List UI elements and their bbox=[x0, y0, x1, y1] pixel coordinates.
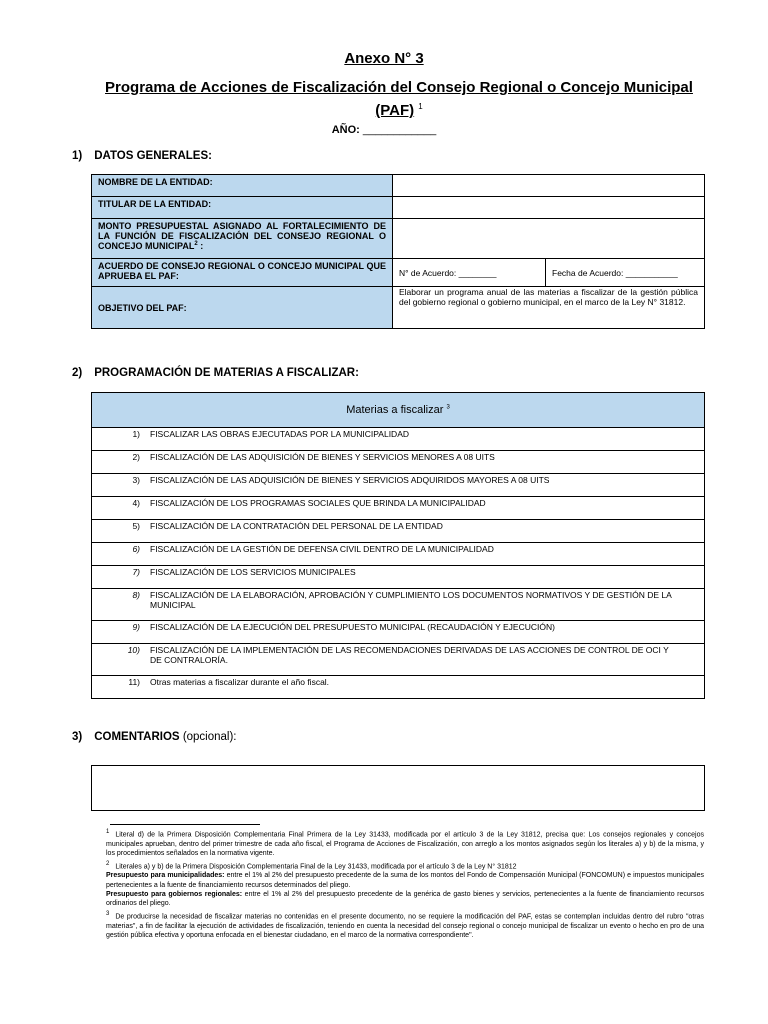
footnote-2-municipal-label: Presupuesto para municipalidades: bbox=[106, 872, 225, 880]
subject-text: FISCALIZAR LAS OBRAS EJECUTADAS POR LA MUNICIPALIDAD bbox=[150, 429, 409, 439]
footnote-2-municipal bbox=[106, 871, 704, 889]
subject-text: Otras materias a fiscalizar durante el año fiscal. bbox=[150, 677, 330, 687]
footnote-2-regional-label: Presupuesto para gobiernos regionales: bbox=[106, 890, 243, 898]
agreement-date-field[interactable]: Fecha de Acuerdo: ___________ bbox=[546, 259, 705, 287]
subject-text: FISCALIZACIÓN DE LA EJECUCIÓN DEL PRESUPUESTO MUNICIPAL (RECAUDACIÓN Y EJECUCIÓN) bbox=[150, 622, 555, 632]
table-row bbox=[92, 566, 705, 589]
subject-number: 8) bbox=[132, 590, 140, 600]
table-row bbox=[92, 644, 705, 676]
footnote-3-marker: 3 bbox=[106, 911, 110, 918]
table-row bbox=[92, 175, 705, 197]
entity-head-value[interactable] bbox=[393, 197, 705, 219]
subject-cell bbox=[92, 451, 705, 474]
footnote-divider bbox=[110, 824, 260, 825]
subject-text: FISCALIZACIÓN DE LAS ADQUISICIÓN DE BIENES Y SERVICIOS ADQUIRIDOS MAYORES A 08 UITS bbox=[150, 475, 550, 485]
subjects-table-header bbox=[92, 393, 705, 428]
footnote-3-text: De producirse la necesidad de fiscalizar materias no contenidas en el presente documento, no se requiere la modificación del PAF, estas se contemplan incluidas dentro del rubro "otras materias", a fin de facilitar la ejecución de actividades de fiscalización, teniendo en cuenta la necesidad del consejo regional o concejo municipal de fiscalizar un evento o hecho en pro de una gestión pública efectiva y oportuna enfocada en el bienestar ciudadano, en el marco de la normativa correspondiente". bbox=[106, 913, 704, 940]
section1-title: DATOS GENERALES: bbox=[94, 150, 212, 162]
subject-number: 11) bbox=[128, 677, 140, 687]
table-row bbox=[92, 621, 705, 644]
table-row bbox=[92, 197, 705, 219]
comments-box[interactable] bbox=[91, 765, 705, 811]
footnotes bbox=[106, 828, 704, 942]
budget-value[interactable] bbox=[393, 219, 705, 259]
section2-title: PROGRAMACIÓN DE MATERIAS A FISCALIZAR: bbox=[94, 367, 359, 379]
subject-cell bbox=[92, 497, 705, 520]
section1-number: 1) bbox=[72, 150, 83, 162]
subject-cell bbox=[92, 474, 705, 497]
table-row bbox=[92, 676, 705, 699]
section3-optional: (opcional): bbox=[182, 731, 237, 743]
subject-text: FISCALIZACIÓN DE LOS SERVICIOS MUNICIPALES bbox=[150, 567, 356, 577]
footnote-1 bbox=[106, 828, 704, 858]
agreement-label: ACUERDO DE CONSEJO REGIONAL O CONCEJO MUNICIPAL QUE APRUEBA EL PAF: bbox=[92, 259, 393, 287]
footnote-ref-1: 1 bbox=[418, 102, 423, 111]
footnote-3 bbox=[106, 910, 704, 940]
section2-number: 2) bbox=[72, 367, 83, 379]
subject-number: 3) bbox=[132, 475, 140, 485]
objective-value: Elaborar un programa anual de las materias a fiscalizar de la gestión pública del gobierno regional o gobierno municipal, en el marco de la Ley N° 31812. bbox=[393, 287, 705, 329]
footnote-2-municipal-text: entre el 1% al 2% del presupuesto precedente de la suma de los montos del Fondo de Compensación Municipal (FONCOMUN) e impuestos municipales pertenecientes a la fuente de financiamiento recursos determinados del pliego. bbox=[106, 872, 705, 889]
footnote-ref-2: 2 bbox=[194, 241, 198, 247]
footnote-1-marker: 1 bbox=[106, 829, 110, 835]
section3-heading bbox=[72, 731, 237, 743]
year-value: ____________ bbox=[362, 124, 437, 136]
subject-number: 9) bbox=[132, 622, 140, 632]
entity-name-label: NOMBRE DE LA ENTIDAD: bbox=[92, 175, 393, 197]
footnote-2-regional bbox=[106, 890, 704, 908]
year-label: AÑO: bbox=[331, 124, 360, 136]
entity-name-value[interactable] bbox=[393, 175, 705, 197]
subject-cell bbox=[92, 428, 705, 451]
entity-head-label: TITULAR DE LA ENTIDAD: bbox=[92, 197, 393, 219]
subject-number: 10) bbox=[127, 645, 140, 655]
table-row bbox=[92, 589, 705, 621]
budget-label-text: MONTO PRESUPUESTAL ASIGNADO AL FORTALECIMIENTO DE LA FUNCIÓN DE FISCALIZACIÓN DEL CONSEJO REGIONAL O CONCEJO MUNICIPAL bbox=[98, 221, 386, 251]
table-row bbox=[92, 287, 705, 329]
subjects-header-text: Materias a fiscalizar bbox=[346, 404, 444, 416]
subject-number: 6) bbox=[132, 544, 140, 554]
year-field bbox=[0, 124, 768, 136]
subject-cell bbox=[92, 589, 705, 621]
subject-cell bbox=[92, 566, 705, 589]
general-data-table bbox=[91, 174, 705, 329]
footnote-1-text: Literal d) de la Primera Disposición Complementaria Final Primera de la Ley 31433, modificada por el artículo 3 de la Ley 31812, precisa que: Los consejos regionales y concejos municipales aprueban, dentro del primer trimestre de cada año fiscal, el Programa de Acciones de Fiscalización, con arreglo a los montos asignados según los literales a) y b) de la misma, y los procedimientos señalados en la normativa vigente. bbox=[106, 831, 704, 857]
table-row bbox=[92, 259, 705, 287]
subject-number: 5) bbox=[132, 521, 140, 531]
table-row bbox=[92, 520, 705, 543]
document-title-line2: (PAF) bbox=[375, 102, 415, 119]
section3-number: 3) bbox=[72, 731, 83, 743]
subject-cell bbox=[92, 543, 705, 566]
subject-number: 7) bbox=[132, 567, 140, 577]
document-title-line1: Programa de Acciones de Fiscalización del Consejo Regional o Concejo Municipal bbox=[105, 79, 693, 96]
agreement-number-field[interactable]: N° de Acuerdo: ________ bbox=[393, 259, 546, 287]
subject-text: FISCALIZACIÓN DE LA IMPLEMENTACIÓN DE LAS RECOMENDACIONES DERIVADAS DE LAS ACCIONES DE CONTROL DE OCI Y DE CONTRALORÍA. bbox=[150, 645, 669, 665]
subjects-header-cell bbox=[92, 393, 705, 428]
subject-text: FISCALIZACIÓN DE LA ELABORACIÓN, APROBACIÓN Y CUMPLIMIENTO LOS DOCUMENTOS NORMATIVOS Y DE GESTIÓN DE LA MUNICIPAL bbox=[150, 590, 672, 610]
footnote-2-intro: Literales a) y b) de la Primera Disposición Complementaria Final de la Ley 31433, modificada por el artículo 3 de la Ley N° 31812 bbox=[115, 863, 517, 871]
table-row bbox=[92, 428, 705, 451]
subject-cell bbox=[92, 520, 705, 543]
subject-number: 1) bbox=[132, 429, 140, 439]
subject-number: 2) bbox=[132, 452, 140, 462]
footnote-2 bbox=[106, 860, 704, 872]
subject-cell bbox=[92, 676, 705, 699]
section3-title: COMENTARIOS bbox=[94, 731, 180, 743]
footnote-2-regional-text: entre el 1% al 2% del presupuesto precedente de la genérica de gasto bienes y servicios, pertenecientes a la fuente de financiamiento recursos ordinarios del pliego. bbox=[106, 890, 705, 908]
footnote-2-marker: 2 bbox=[106, 860, 110, 867]
objective-label: OBJETIVO DEL PAF: bbox=[92, 287, 393, 329]
subjects-table-body bbox=[92, 428, 705, 699]
subject-number: 4) bbox=[132, 498, 140, 508]
table-row bbox=[92, 543, 705, 566]
document-title bbox=[84, 78, 714, 120]
table-row bbox=[92, 451, 705, 474]
budget-label-suffix: : bbox=[200, 241, 204, 251]
subject-text: FISCALIZACIÓN DE LA CONTRATACIÓN DEL PERSONAL DE LA ENTIDAD bbox=[150, 521, 443, 531]
table-row bbox=[92, 219, 705, 259]
section2-heading bbox=[72, 367, 359, 379]
subject-cell bbox=[92, 644, 705, 676]
annex-title: Anexo N° 3 bbox=[344, 50, 424, 67]
footnote-ref-3: 3 bbox=[446, 404, 450, 411]
budget-label bbox=[92, 219, 393, 259]
subject-text: FISCALIZACIÓN DE LOS PROGRAMAS SOCIALES QUE BRINDA LA MUNICIPALIDAD bbox=[150, 498, 486, 508]
subject-text: FISCALIZACIÓN DE LAS ADQUISICIÓN DE BIENES Y SERVICIOS MENORES A 08 UITS bbox=[150, 452, 495, 462]
section1-heading bbox=[72, 150, 212, 162]
subjects-table bbox=[91, 392, 705, 699]
subject-text: FISCALIZACIÓN DE LA GESTIÓN DE DEFENSA CIVIL DENTRO DE LA MUNICIPALIDAD bbox=[150, 544, 494, 554]
subject-cell bbox=[92, 621, 705, 644]
table-row bbox=[92, 497, 705, 520]
table-row bbox=[92, 474, 705, 497]
